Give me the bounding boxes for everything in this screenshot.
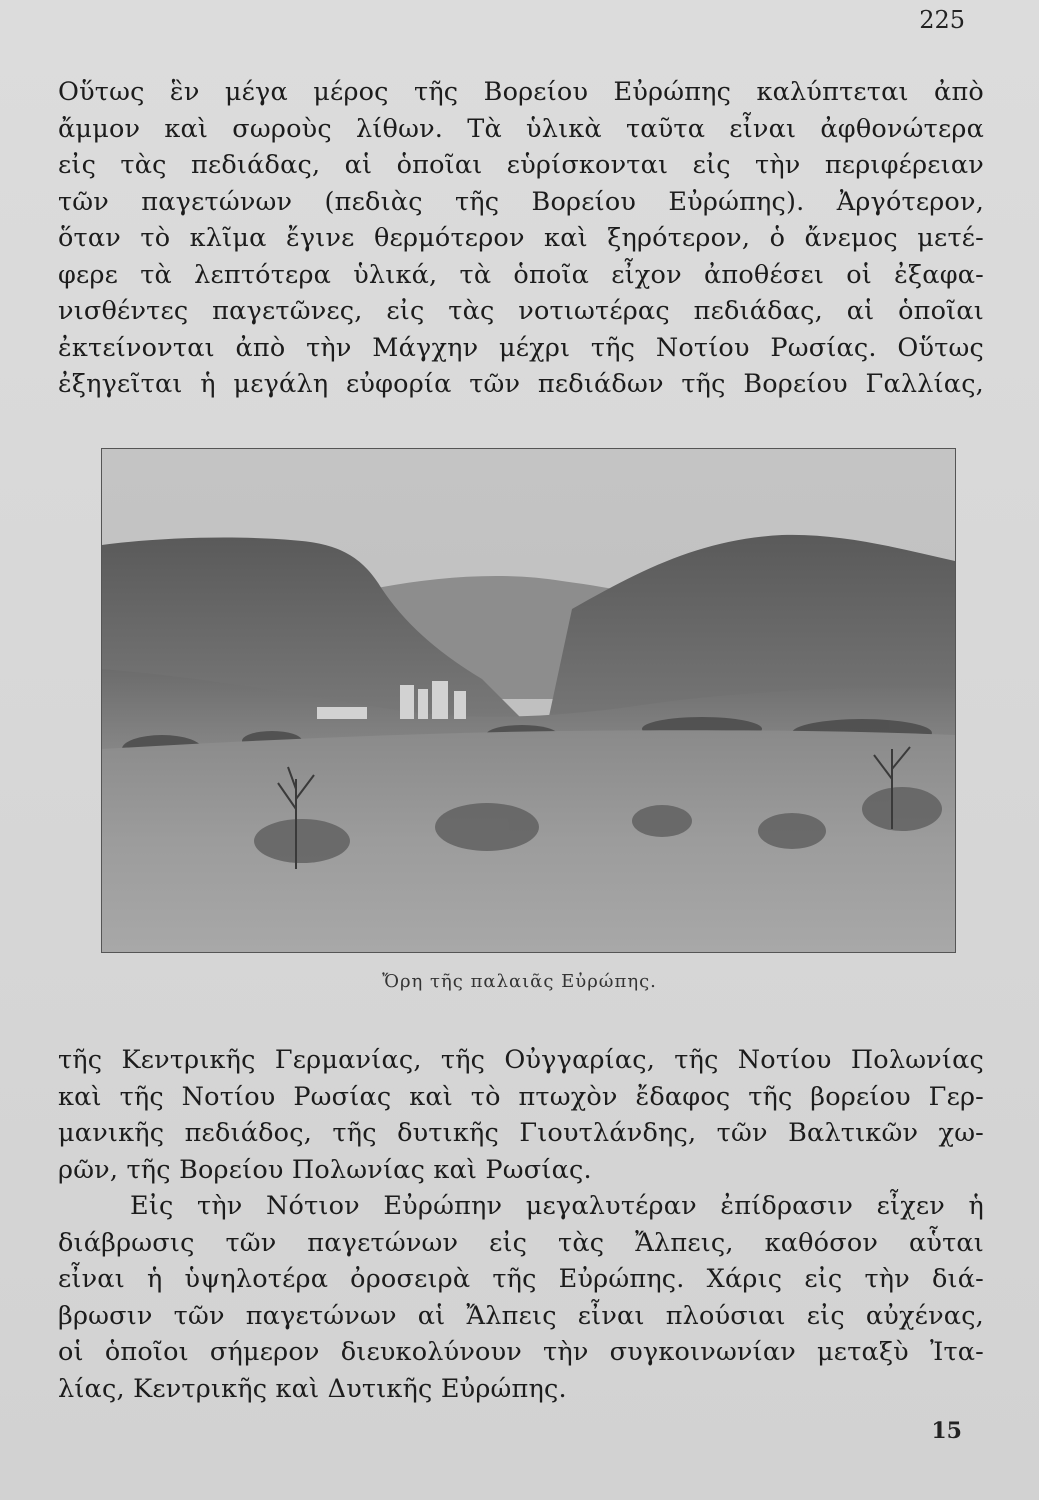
text-line: διάβρωσις τῶν παγετώνων εἰς τὰς Ἄλπεις, καθόσον αὗται <box>58 1227 984 1258</box>
page-number-bottom: 15 <box>931 1418 962 1444</box>
text-line: βρωσιν τῶν παγετώνων αἱ Ἄλπεις εἶναι πλούσιαι εἰς αὐχένας, <box>58 1300 984 1331</box>
text-line: νισθέντες παγετῶνες, εἰς τὰς νοτιωτέρας πεδιάδας, αἱ ὁποῖαι <box>58 296 984 326</box>
figure-caption: Ὄρη τῆς παλαιᾶς Εὐρώπης. <box>382 971 657 992</box>
page-number-top: 225 <box>919 6 965 34</box>
text-line: φερε τὰ λεπτότερα ὑλικά, τὰ ὁποῖα εἶχον ἀποθέσει οἱ ἐξαφα- <box>58 259 984 290</box>
text-line: τῶν παγετώνων (πεδιὰς τῆς Βορείου Εὐρώπης). Ἀργότερον, <box>58 186 984 217</box>
text-line: ἐκτείνονται ἀπὸ τὴν Μάγχην μέχρι τῆς Νοτίου Ρωσίας. Οὕτως <box>58 332 984 363</box>
text-line: ὅταν τὸ κλῖμα ἔγινε θερμότερον καὶ ξηρότερον, ὁ ἄνεμος μετέ- <box>58 223 984 253</box>
text-line: Οὕτως ἓν μέγα μέρος τῆς Βορείου Εὐρώπης καλύπτεται ἀπὸ <box>58 77 984 107</box>
text-line: εἶναι ἡ ὑψηλοτέρα ὀροσειρὰ τῆς Εὐρώπης. Χάρις εἰς τὴν διά- <box>58 1264 984 1294</box>
text-line: καὶ τῆς Νοτίου Ρωσίας καὶ τὸ πτωχὸν ἔδαφος τῆς βορείου Γερ- <box>58 1081 984 1112</box>
landscape-photo <box>101 448 956 953</box>
paragraph-top <box>58 74 984 403</box>
text-line: ἐξηγεῖται ἡ μεγάλη εὐφορία τῶν πεδιάδων τῆς Βορείου Γαλλίας, <box>58 369 984 399</box>
mountains-photo-illustration <box>102 449 955 952</box>
text-line: μανικῆς πεδιάδος, τῆς δυτικῆς Γιουτλάνδης, τῶν Βαλτικῶν χω- <box>58 1118 984 1148</box>
paragraph-bottom <box>58 1042 984 1407</box>
text-line: οἱ ὁποῖοι σήμερον διευκολύνουν τὴν συγκοινωνίαν μεταξὺ Ἰτα- <box>58 1337 984 1367</box>
text-line: ἄμμον καὶ σωροὺς λίθων. Τὰ ὑλικὰ ταῦτα εἶναι ἀφθονώτερα <box>58 113 984 144</box>
text-line: Εἰς τὴν Νότιον Εὐρώπην μεγαλυτέραν ἐπίδρασιν εἶχεν ἡ <box>130 1191 984 1221</box>
text-line: λίας, Κεντρικῆς καὶ Δυτικῆς Εὐρώπης. <box>58 1373 567 1404</box>
text-line: τῆς Κεντρικῆς Γερμανίας, τῆς Οὐγγαρίας, τῆς Νοτίου Πολωνίας <box>58 1045 984 1075</box>
text-line: ρῶν, τῆς Βορείου Πολωνίας καὶ Ρωσίας. <box>58 1154 592 1185</box>
text-line: εἰς τὰς πεδιάδας, αἱ ὁποῖαι εὑρίσκονται εἰς τὴν περιφέρειαν <box>58 150 984 180</box>
